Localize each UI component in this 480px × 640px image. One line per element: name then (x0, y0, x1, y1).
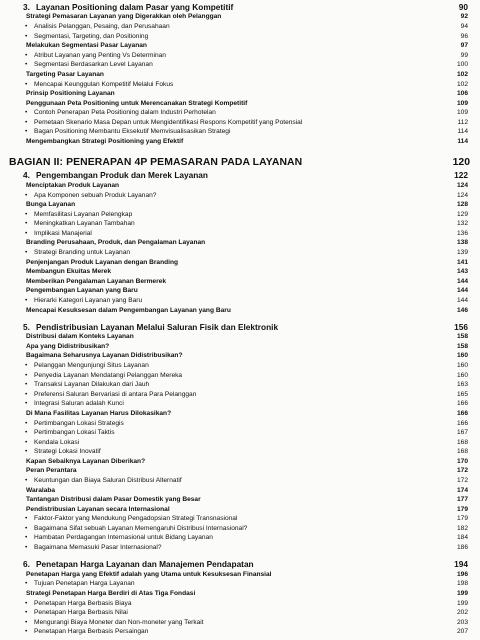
toc-entry-title: Integrasi Saluran adalah Kunci (34, 400, 124, 407)
toc-page-number: 99 (460, 52, 468, 59)
toc-entry-title: Distribusi dalam Konteks Layanan (26, 333, 134, 340)
bullet-icon: • (25, 61, 28, 68)
toc-page-number: 160 (456, 362, 468, 369)
toc-entry-title: Apa yang Didistribusikan? (26, 343, 110, 350)
toc-page-number: 144 (456, 297, 468, 304)
toc-entry-title: Implikasi Manajerial (34, 230, 92, 237)
toc-entry-title: Mencapai Kesuksesan dalam Pengembangan Layanan yang Baru (26, 307, 231, 314)
toc-entry-title: Contoh Penerapan Peta Positioning dalam Industri Perhotelan (34, 109, 216, 116)
toc-page-number: 132 (456, 220, 468, 227)
bullet-icon: • (25, 619, 28, 626)
toc-entry-title: Mencapai Keunggulan Kompetitif Melalui Fokus (34, 81, 174, 88)
toc-page-number: 100 (456, 61, 468, 68)
toc-entry-title: Penetapan Harga Berbasis Biaya (34, 600, 132, 607)
toc-entry-title: Prinsip Positioning Layanan (26, 90, 115, 97)
toc-page-number: 139 (456, 249, 468, 256)
toc-entry-title: Strategi Lokasi Inovatif (34, 448, 101, 455)
toc-page-number: 199 (456, 600, 468, 607)
toc-entry-title: Penetapan Harga Berbasis Persaingan (34, 628, 149, 635)
bullet-icon: • (25, 192, 28, 199)
bullet-icon: • (25, 391, 28, 398)
toc-entry-title: Peran Perantara (26, 467, 77, 474)
toc-page-number: 182 (456, 525, 468, 532)
toc-entry-title: Transaksi Layanan Dilakukan dari Jauh (34, 381, 150, 388)
toc-entry-title: Penyedia Layanan Mendatangi Pelanggan Mereka (34, 372, 183, 379)
bullet-icon: • (25, 544, 28, 551)
toc-entry-title: Segmentasi Berdasarkan Level Layanan (34, 61, 153, 68)
bullet-icon: • (25, 381, 28, 388)
bullet-icon: • (25, 119, 28, 126)
toc-entry (0, 136, 480, 147)
toc-page-number: 168 (456, 448, 468, 455)
toc-page-number: 106 (456, 90, 468, 97)
toc-entry-title: BAGIAN II: PENERAPAN 4P PEMASARAN PADA LAYANAN (9, 157, 303, 168)
toc-entry-title: Pemetaan Skenario Masa Depan untuk Mengidentifikasi Respons Kompetitif yang Potensial (34, 119, 303, 126)
bullet-icon: • (25, 372, 28, 379)
bullet-icon: • (25, 420, 28, 427)
toc-entry-title: Bagaimana Seharusnya Layanan Didistribusikan? (26, 352, 183, 359)
bullet-icon: • (25, 109, 28, 116)
toc-entry-title: Penetapan Harga yang Efektif adalah yang Utama untuk Kesuksesan Finansial (26, 571, 272, 578)
toc-entry-title: Strategi Branding untuk Layanan (34, 249, 131, 256)
toc-entry-title: Tantangan Distribusi dalam Pasar Domestik yang Besar (26, 496, 201, 503)
toc-entry-title: Pendistribusian Layanan Melalui Saluran Fisik dan Elektronik (36, 322, 279, 332)
bullet-icon: • (25, 362, 28, 369)
toc-entry (0, 626, 480, 637)
toc-entry-title: Kendala Lokasi (34, 439, 80, 446)
toc-page-number: 144 (456, 278, 468, 285)
bullet-icon: • (25, 609, 28, 616)
toc-page-number: 184 (456, 534, 468, 541)
toc-entry-title: Pengembangan Produk dan Merek Layanan (36, 170, 208, 180)
toc-page-number: 124 (456, 182, 468, 189)
toc-page-number: 109 (456, 109, 468, 116)
toc-entry-title: Strategi Pemasaran Layanan yang Digerakkan oleh Pelanggan (26, 13, 222, 20)
bullet-icon: • (25, 515, 28, 522)
toc-entry-title: Bagan Positioning Membantu Eksekutif Memvisualisasikan Strategi (34, 128, 231, 135)
toc-entry-title: Penetapan Harga Layanan dan Manajemen Pendapatan (36, 559, 254, 569)
toc-page-number: 158 (456, 333, 468, 340)
chapter-number: 4. (23, 170, 30, 180)
toc-entry-title: Apa Komponen sebuah Produk Layanan? (34, 192, 157, 199)
toc-page-number: 207 (456, 628, 468, 635)
bullet-icon: • (25, 33, 28, 40)
bullet-icon: • (25, 600, 28, 607)
toc-entry (0, 156, 480, 169)
toc-entry-title: Pengembangan Layanan yang Baru (26, 287, 138, 294)
toc-entry-title: Bagaimana Sifat sebuah Layanan Memengaruhi Distribusi Internasional? (34, 525, 248, 532)
toc-entry-title: Bunga Layanan (26, 201, 76, 208)
toc-page-number: 102 (456, 71, 468, 78)
toc-page-number: 198 (456, 580, 468, 587)
bullet-icon: • (25, 211, 28, 218)
toc-page-number: 160 (456, 352, 468, 359)
toc-page-number: 136 (456, 230, 468, 237)
toc-entry-title: Analisis Pelanggan, Pesaing, dan Perusahaan (34, 23, 170, 30)
toc-page-number: 109 (456, 100, 468, 107)
toc-entry-title: Pertimbangan Lokasi Strategis (34, 420, 124, 427)
chapter-number: 5. (23, 322, 30, 332)
chapter-number: 3. (23, 2, 30, 12)
bullet-icon: • (25, 580, 28, 587)
bullet-icon: • (25, 534, 28, 541)
toc-page-number: 166 (456, 410, 468, 417)
toc-page-number: 141 (456, 259, 468, 266)
toc-page-number: 172 (456, 477, 468, 484)
toc-page-number: 166 (456, 400, 468, 407)
toc-page-number: 168 (456, 439, 468, 446)
toc-entry-title: Pendistribusian Layanan secara Internasional (26, 506, 170, 513)
bullet-icon: • (25, 128, 28, 135)
toc-page-number: 92 (460, 13, 468, 20)
toc-page-number: 163 (456, 381, 468, 388)
toc-entry-title: Meningkatkan Layanan Tambahan (34, 220, 135, 227)
toc-entry-title: Bagaimana Memasuki Pasar Internasional? (34, 544, 162, 551)
bullet-icon: • (25, 525, 28, 532)
toc-page-number: 199 (456, 590, 468, 597)
toc-page-number: 203 (456, 619, 468, 626)
toc-page-number: 97 (460, 42, 468, 49)
toc-page-number: 156 (454, 322, 468, 332)
toc-page-number: 124 (456, 192, 468, 199)
toc-page-number: 96 (460, 33, 468, 40)
toc-entry-title: Memberikan Pengalaman Layanan Bermerek (26, 278, 166, 285)
toc-page-number: 114 (457, 128, 468, 135)
toc-entry-title: Atribut Layanan yang Penting Vs Determinan (34, 52, 166, 59)
bullet-icon: • (25, 52, 28, 59)
toc-entry-title: Mengembangkan Strategi Positioning yang Efektif (26, 138, 184, 145)
bullet-icon: • (25, 297, 28, 304)
toc-page-number: 177 (456, 496, 468, 503)
toc-entry-title: Targeting Pasar Layanan (26, 71, 104, 78)
toc-entry-title: Hierarki Kategori Layanan yang Baru (34, 297, 143, 304)
bullet-icon: • (25, 400, 28, 407)
toc-entry-title: Faktor-Faktor yang Mendukung Pengadopsian Strategi Transnasional (34, 515, 238, 522)
toc-entry-title: Membangun Ekuitas Merek (26, 268, 112, 275)
toc-entry-title: Penetapan Harga Berbasis Nilai (34, 609, 128, 616)
toc-entry-title: Penjenjangan Produk Layanan dengan Branding (26, 259, 179, 266)
toc-page-number: 174 (456, 487, 468, 494)
toc-page-number: 144 (456, 287, 468, 294)
toc-page-number: 196 (456, 571, 468, 578)
toc-page-number: 94 (460, 23, 468, 30)
toc-page-number: 158 (456, 343, 468, 350)
toc-entry-title: Pelanggan Mengunjungi Situs Layanan (34, 362, 149, 369)
toc-entry (0, 542, 480, 553)
toc-entry-title: Strategi Penetapan Harga Berdiri di Atas Tiga Fondasi (26, 590, 196, 597)
toc-entry-title: Preferensi Saluran Bervariasi di antara Para Pelanggan (34, 391, 197, 398)
toc-entry (0, 305, 480, 316)
toc-entry-title: Hambatan Perdagangan Internasional untuk Bidang Layanan (34, 534, 213, 541)
toc-page-number: 166 (456, 420, 468, 427)
toc-page-number: 114 (457, 138, 468, 145)
bullet-icon: • (25, 628, 28, 635)
toc-page-number: 120 (452, 157, 470, 168)
toc-entry-title: Melakukan Segmentasi Pasar Layanan (26, 42, 147, 49)
toc-entry-title: Menciptakan Produk Layanan (26, 182, 120, 189)
toc-page-number: 167 (456, 429, 468, 436)
toc-entry-title: Di Mana Fasilitas Layanan Harus Dilokasikan? (26, 410, 172, 417)
toc-page-number: 186 (456, 544, 468, 551)
toc-page-number: 194 (454, 559, 468, 569)
toc-entry-title: Kapan Sebaiknya Layanan Diberikan? (26, 458, 146, 465)
chapter-number: 6. (23, 559, 30, 569)
bullet-icon: • (25, 249, 28, 256)
toc-entry-title: Segmentasi, Targeting, dan Positioning (34, 33, 149, 40)
toc-page-number: 138 (456, 239, 468, 246)
toc-page-number: 112 (457, 119, 468, 126)
toc-page-number: 90 (458, 2, 468, 12)
toc-page-number: 128 (456, 201, 468, 208)
toc-page-number: 146 (456, 307, 468, 314)
bullet-icon: • (25, 220, 28, 227)
toc-page-number: 172 (456, 467, 468, 474)
toc-page-number: 143 (456, 268, 468, 275)
toc-entry-title: Keuntungan dan Biaya Saluran Distribusi Alternatif (34, 477, 182, 484)
toc-page-number: 129 (456, 211, 468, 218)
toc-page-number: 122 (454, 170, 468, 180)
toc-entry-title: Penggunaan Peta Positioning untuk Merencanakan Strategi Kompetitif (26, 100, 248, 107)
toc-entry-title: Tujuan Penetapan Harga Layanan (34, 580, 135, 587)
toc-entry-title: Mengurangi Biaya Moneter dan Non-moneter yang Terkait (34, 619, 204, 626)
toc-entry-title: Waralaba (26, 487, 56, 494)
toc-page-number: 170 (456, 458, 468, 465)
bullet-icon: • (25, 439, 28, 446)
bullet-icon: • (25, 23, 28, 30)
bullet-icon: • (25, 477, 28, 484)
toc-entry-title: Pertimbangan Lokasi Taktis (34, 429, 115, 436)
bullet-icon: • (25, 230, 28, 237)
bullet-icon: • (25, 81, 28, 88)
toc-page-number: 160 (456, 372, 468, 379)
toc-page-number: 179 (456, 506, 468, 513)
toc-page-number: 102 (456, 81, 468, 88)
bullet-icon: • (25, 429, 28, 436)
toc-page-number: 179 (456, 515, 468, 522)
toc-page-number: 165 (456, 391, 468, 398)
toc-entry-title: Layanan Positioning dalam Pasar yang Kompetitif (36, 2, 234, 12)
toc-page-number: 202 (456, 609, 468, 616)
toc-entry-title: Memfasilitasi Layanan Pelengkap (34, 211, 133, 218)
toc-entry-title: Branding Perusahaan, Produk, dan Pengalaman Layanan (26, 239, 206, 246)
bullet-icon: • (25, 448, 28, 455)
